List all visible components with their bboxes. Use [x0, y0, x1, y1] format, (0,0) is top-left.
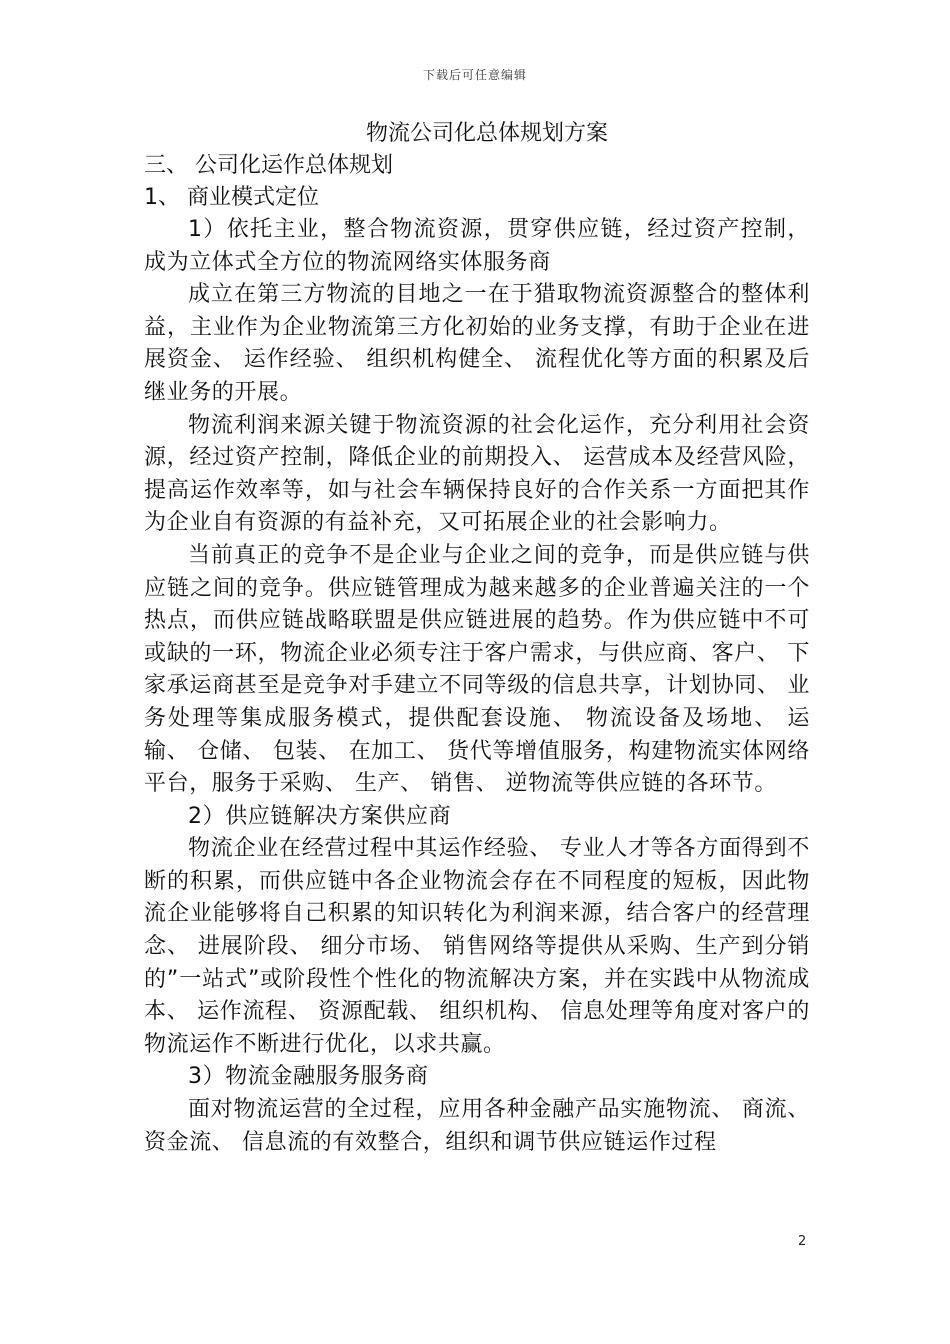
document-body: [144, 118, 810, 1159]
paragraph-5: 2）供应链解决方案供应商: [188, 803, 452, 829]
paragraph-3: 物流利润来源关键于物流资源的社会化运作，充分利用社会资源，经过资产控制，降低企业的前期投入、 运营成本及经营风险，提高运作效率等，如与社会车辆保持良好的合作关系一方面把其作为企业自有资源的有益补充，又可拓展企业的社会影响力。: [144, 412, 810, 536]
header-note: 下载后可任意编辑: [422, 68, 527, 82]
paragraph-7: 3）物流金融服务服务商: [188, 1064, 429, 1090]
paragraph-6: 物流企业在经营过程中其运作经验、 专业人才等各方面得到不断的积累，而供应链中各企业物流会存在不同程度的短板，因此物流企业能够将自己积累的知识转化为利润来源，结合客户的经营理念、 进展阶段、 细分市场、 销售网络等提供从采购、生产到分销的”一站式”或阶段性个性化的物流解决方案，并在实践中从物流成本、 运作流程、 资源配载、 组织机构、 信息处理等角度对客户的物流运作不断进行优化，以求共赢。: [144, 836, 810, 1057]
paragraph-2: 成立在第三方物流的目地之一在于猎取物流资源整合的整体利益，主业作为企业物流第三方化初始的业务支撑，有助于企业在进展资金、 运作经验、 组织机构健全、 流程优化等方面的积累及后继业务的开展。: [144, 282, 810, 405]
page-number: 2: [798, 1234, 807, 1249]
paragraph-1: 1）依托主业，整合物流资源，贯穿供应链，经过资产控制，成为立体式全方位的物流网络实体服务商: [144, 217, 810, 275]
document-title: 物流公司化总体规划方案: [365, 121, 608, 146]
paragraph-8: 面对物流运营的全过程，应用各种金融产品实施物流、 商流、 资金流、 信息流的有效整合，组织和调节供应链运作过程: [144, 1097, 810, 1155]
section-heading: 三、 公司化运作总体规划: [144, 153, 393, 178]
subsection-heading: 1、 商业模式定位: [144, 185, 319, 210]
paragraph-4: 当前真正的竞争不是企业与企业之间的竞争，而是供应链与供应链之间的竞争。供应链管理成为越来越多的企业普遍关注的一个热点，而供应链战略联盟是供应链进展的趋势。作为供应链中不可或缺的一环，物流企业必须专注于客户需求，与供应商、客户、 下家承运商甚至是竞争对手建立不同等级的信息共享，计划协同、 业务处理等集成服务模式，提供配套设施、 物流设备及场地、 运输、 仓储、 包装、 在加工、 货代等增值服务，构建物流实体网络平台，服务于采购、 生产、 销售、 逆物流等供应链的各环节。: [144, 542, 810, 797]
